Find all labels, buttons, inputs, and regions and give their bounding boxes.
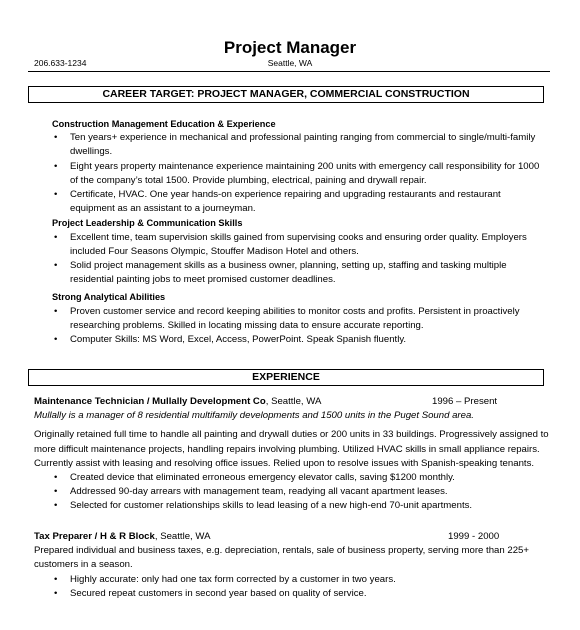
list-item: • Solid project management skills as a business owner, planning, setting up, staffing and tasking multiple residential painting jobs to meet promised customer deadlines.	[34, 259, 548, 287]
skills-block	[34, 117, 548, 347]
bullet-list	[34, 471, 550, 514]
job-entry-tax-preparer	[34, 530, 550, 601]
company-summary: Mullally is a manager of 8 residential multifamily developments and 1500 units in the Puget Sound area.	[34, 410, 474, 422]
job-title: Tax Preparer / H & R Block	[34, 531, 155, 542]
list-item: • Computer Skills: MS Word, Excel, Access, PowerPoint. Speak Spanish fluently.	[34, 333, 548, 347]
job-description: Originally retained full time to handle all painting and drywall duties or 200 units in 33 buildings. Progressively assigned to more difficult maintenance projects, handling repairs involving plumbing. Utilized HVAC skills in small appliance repairs. Currently assist with leasing and resolving office issues. Relied upon to resolve issues with Spanish-speaking tenants.	[34, 429, 549, 469]
job-header	[34, 530, 550, 544]
job-dates: 1999 - 2000	[448, 531, 500, 542]
job-description: Prepared individual and business taxes, e.g. depreciation, rentals, sale of business property, serving more than 225+ customers in a season.	[34, 545, 529, 571]
list-item: • Ten years+ experience in mechanical and professional painting ranging from commercial to single/multi-family dwellings.	[34, 131, 548, 159]
job-title: Maintenance Technician / Mullally Development Co	[34, 396, 266, 407]
phone-number: 206.633-1234	[34, 58, 87, 68]
list-item: • Highly accurate: only had one tax form corrected by a customer in two years.	[34, 573, 550, 587]
section-heading: Project Leadership & Communication Skills	[52, 218, 243, 229]
list-item: • Selected for customer relationships skills to lead leasing of a new high-end 70-unit apartments.	[34, 499, 550, 513]
list-item: • Created device that eliminated erroneous emergency elevator calls, saving $1200 monthly.	[34, 471, 550, 485]
bullet-list	[34, 573, 550, 601]
job-location: , Seattle, WA	[154, 531, 211, 542]
job-entry-maintenance	[34, 395, 550, 514]
list-item: • Proven customer service and record keeping abilities to monitor costs and profits. Persistent in proactively researching problems. Skilled in locating missing data to ensure accurate reporting.	[34, 305, 548, 333]
section-heading: Construction Management Education & Experience	[52, 119, 276, 129]
job-location: , Seattle, WA	[265, 396, 322, 407]
section-heading: Strong Analytical Abilities	[52, 292, 166, 303]
bullet-list	[34, 131, 548, 216]
career-target-box: CAREER TARGET: PROJECT MANAGER, COMMERCIAL CONSTRUCTION	[28, 86, 544, 103]
job-dates: 1996 – Present	[432, 396, 498, 407]
list-item: • Excellent time, team supervision skills gained from supervising cooks and ensuring order quality. Employers included Four Seasons Olympic, Stouffer Madison Hotel and others.	[34, 231, 548, 259]
bullet-list	[34, 305, 548, 348]
list-item: • Certificate, HVAC. One year hands-on experience repairing and upgrading restaurants and restaurant equipment as an assistant to a journeyman.	[34, 188, 548, 216]
list-item: • Addressed 90-day arrears with management team, readying all vacant apartment leases.	[34, 485, 550, 499]
bullet-list	[34, 231, 548, 288]
location: Seattle, WA	[267, 58, 313, 68]
job-header	[34, 395, 550, 409]
list-item: • Secured repeat customers in second year based on quality of service.	[34, 587, 550, 601]
resume-title: Project Manager	[223, 38, 357, 57]
experience-heading-box: EXPERIENCE	[28, 369, 544, 386]
list-item: • Eight years property maintenance experience maintaining 200 units with emergency call responsibility for 1000 of the company’s total 1500. Provide plumbing, electrical, paining and drywall repair.	[34, 160, 548, 188]
header-divider	[28, 71, 550, 72]
